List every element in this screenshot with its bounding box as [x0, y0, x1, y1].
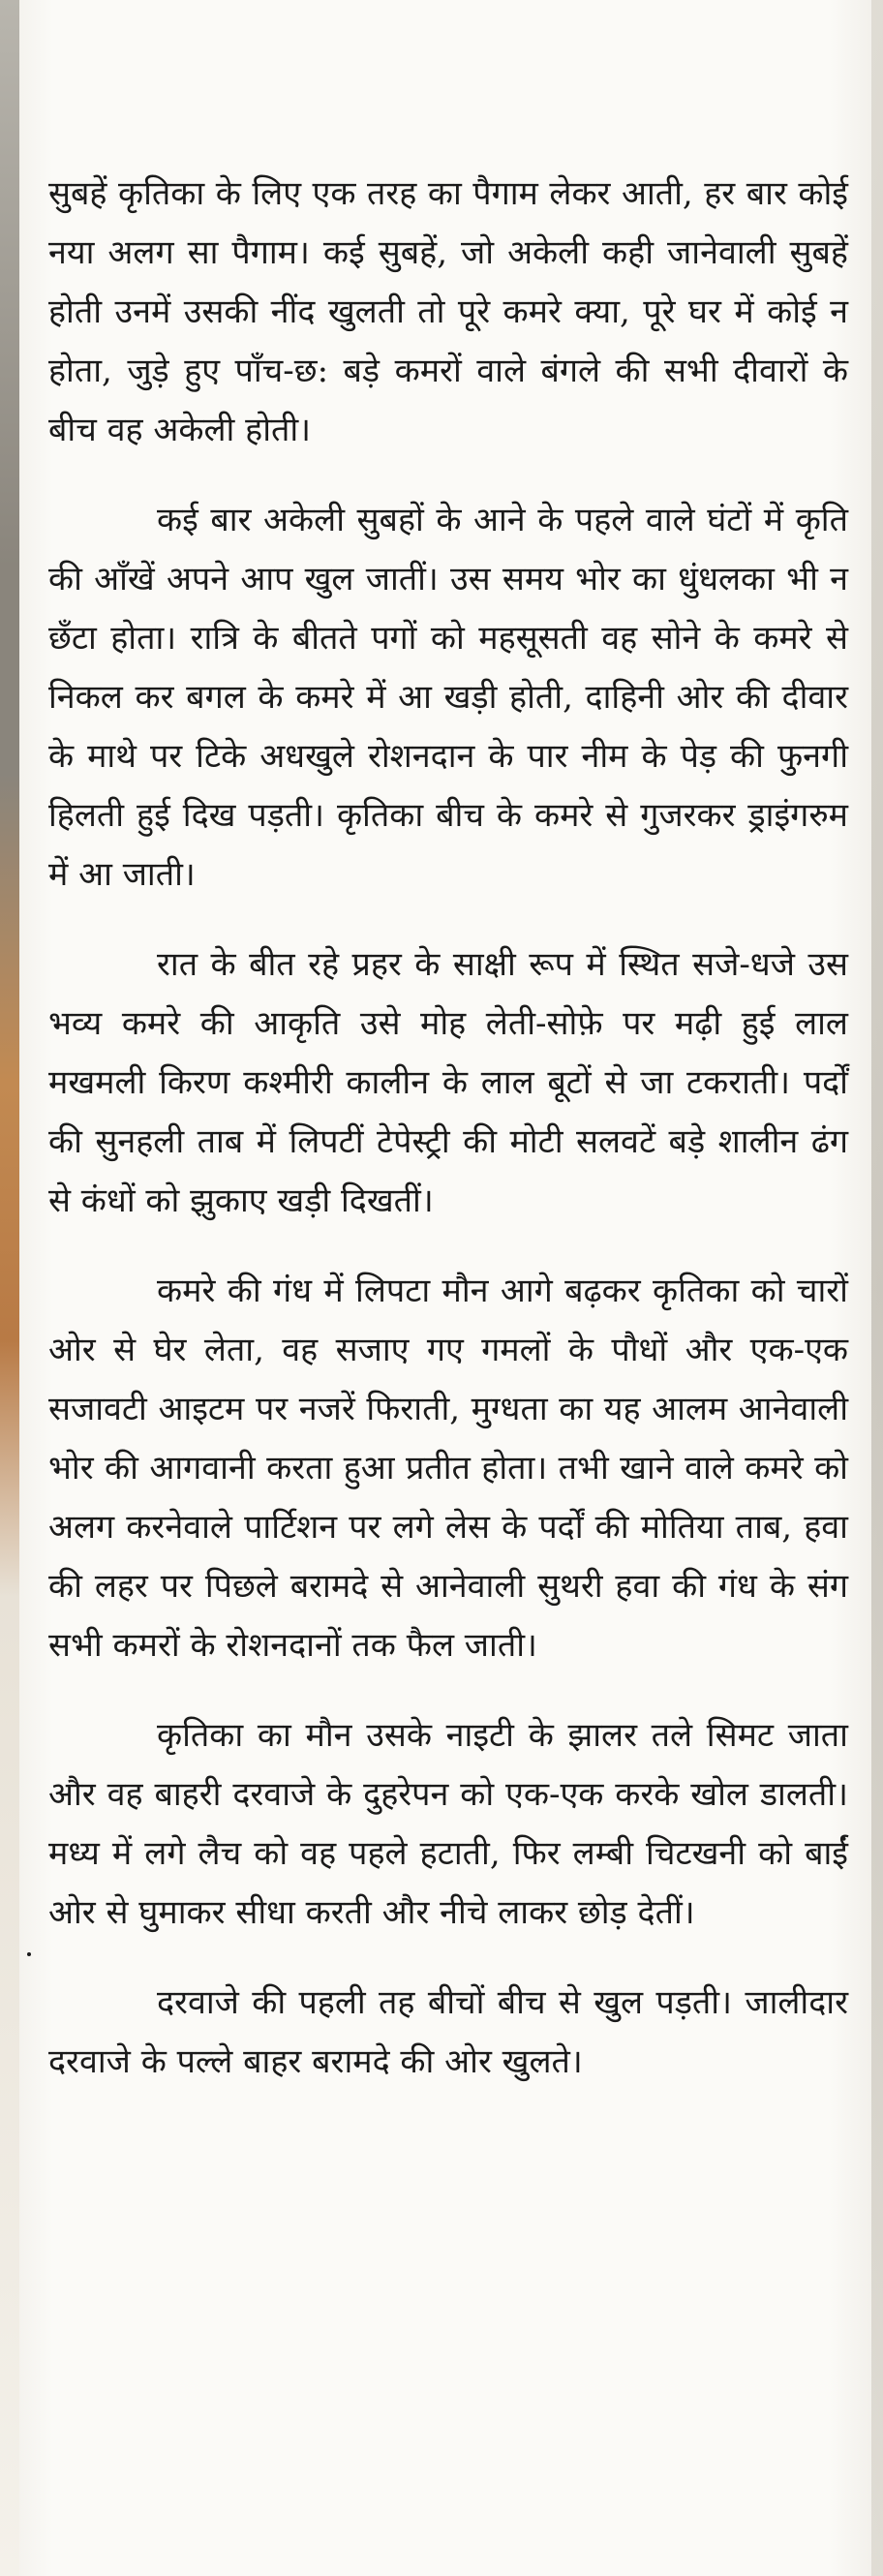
page-right-edge — [871, 0, 883, 2576]
paragraph-5: कृतिका का मौन उसके नाइटी के झालर तले सिमट जाता और वह बाहरी दरवाजे के दुहरेपन को एक-एक करके खोल डालती। मध्य में लगे लैच को वह पहले हटाती, फिर लम्बी चिटखनी को बाईं ओर से घुमाकर सीधा करती और नीचे लाकर छोड़ देतीं। — [48, 1716, 848, 1932]
paragraph-4: कमरे की गंध में लिपटा मौन आगे बढ़कर कृतिका को चारों ओर से घेर लेता, वह सजाए गए गमलों के पौधों और एक-एक सजावटी आइटम पर नजरें फिराती, मुग्धता का यह आलम आनेवाली भोर की आगवानी करता हुआ प्रतीत होता। तभी खाने वाले कमरे को अलग करनेवाले पार्टिशन पर लगे लेस के पर्दों की मोतिया ताब, हवा की लहर पर पिछले बरामदे से आनेवाली सुथरी हवा की गंध के संग सभी कमरों के रोशनदानों तक फैल जाती। — [48, 1272, 848, 1665]
ink-speck — [27, 1952, 31, 1956]
paragraph-2: कई बार अकेली सुबहों के आने के पहले वाले घंटों में कृति की आँखें अपने आप खुल जातीं। उस समय भोर का धुंधलका भी न छँटा होता। रात्रि के बीतते पगों को महसूसती वह सोने के कमरे से निकल कर बगल के कमरे में आ खड़ी होती, दाहिनी ओर की दीवार के माथे पर टिके अधखुले रोशनदान के पार नीम के पेड़ की फुनगी हिलती हुई दिख पड़ती। कृतिका बीच के कमरे से गुजरकर ड्राइंगरुम में आ जाती। — [48, 501, 848, 894]
paragraph-1: सुबहें कृतिका के लिए एक तरह का पैगाम लेकर आती, हर बार कोई नया अलग सा पैगाम। कई सुबहें, जो अकेली कही जानेवाली सुबहें होती उनमें उसकी नींद खुलती तो पूरे कमरे क्या, पूरे घर में कोई न होता, जुड़े हुए पाँच-छ: बड़े कमरों वाले बंगले की सभी दीवारों के बीच वह अकेली होती। — [48, 174, 848, 449]
paragraph-3: रात के बीत रहे प्रहर के साक्षी रूप में स्थित सजे-धजे उस भव्य कमरे की आकृति उसे मोह लेती-सोफ़े पर मढ़ी हुई लाल मखमली किरण कश्मीरी कालीन के लाल बूटों से जा टकराती। पर्दों की सुनहली ताब में लिपटीं टेपेस्ट्री की मोटी सलवटें बड़े शालीन ढंग से कंधों को झुकाए खड़ी दिखतीं। — [48, 945, 848, 1220]
page-text — [48, 165, 848, 2092]
paragraph-6: दरवाजे की पहली तह बीचों बीच से खुल पड़ती। जालीदार दरवाजे के पल्ले बाहर बरामदे की ओर खुलते। — [48, 1983, 848, 2081]
page-binding-edge — [0, 0, 19, 2576]
